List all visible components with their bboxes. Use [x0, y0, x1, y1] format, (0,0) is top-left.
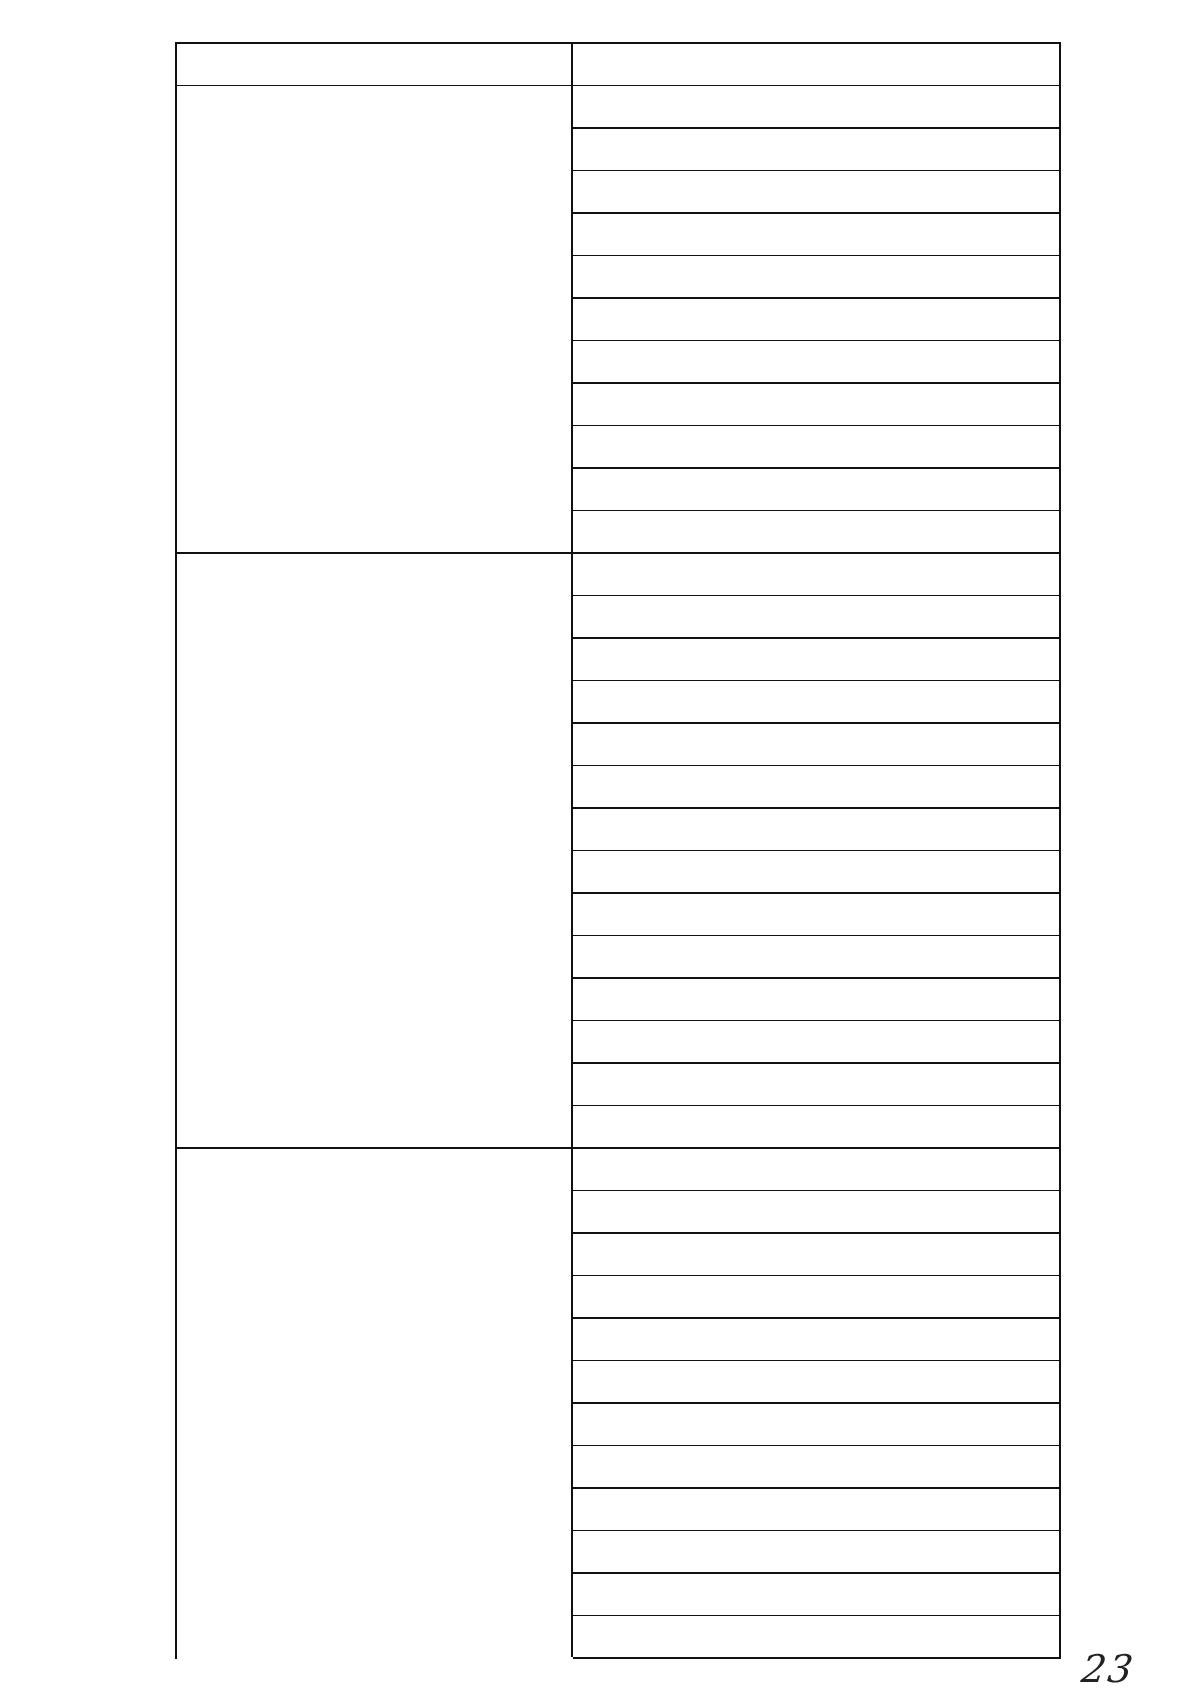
row-divider	[573, 637, 1061, 639]
row-divider	[573, 850, 1061, 852]
row-divider	[573, 977, 1061, 979]
table-top-border	[175, 42, 1061, 44]
row-divider	[573, 510, 1061, 512]
row-divider	[573, 340, 1061, 342]
row-divider	[573, 425, 1061, 427]
row-divider	[573, 552, 1061, 554]
row-divider	[573, 467, 1061, 469]
row-divider	[573, 1402, 1061, 1404]
row-divider	[573, 722, 1061, 724]
row-divider	[573, 1062, 1061, 1064]
row-divider	[573, 1572, 1061, 1574]
row-divider	[573, 212, 1061, 214]
row-divider	[573, 127, 1061, 129]
row-divider	[573, 1360, 1061, 1362]
row-divider	[573, 1530, 1061, 1532]
settlements-table	[175, 42, 1065, 1662]
row-divider	[573, 765, 1061, 767]
row-divider	[573, 892, 1061, 894]
row-divider	[573, 1147, 1061, 1149]
page-number: 23	[1078, 1647, 1138, 1691]
row-divider	[573, 297, 1061, 299]
row-divider	[573, 1020, 1061, 1022]
row-divider	[573, 1615, 1061, 1617]
row-divider	[573, 1657, 1061, 1659]
row-divider	[573, 382, 1061, 384]
row-divider	[573, 935, 1061, 937]
row-divider	[573, 255, 1061, 257]
row-divider	[573, 595, 1061, 597]
group-divider	[175, 1147, 571, 1149]
row-divider	[573, 1275, 1061, 1277]
row-divider	[573, 1445, 1061, 1447]
row-divider	[573, 680, 1061, 682]
row-divider	[573, 1487, 1061, 1489]
row-divider	[573, 807, 1061, 809]
group-divider	[175, 85, 571, 87]
group-divider	[175, 552, 571, 554]
right-border	[1059, 42, 1061, 1657]
row-divider	[573, 170, 1061, 172]
left-border	[175, 42, 177, 1659]
row-divider	[573, 1317, 1061, 1319]
row-divider	[573, 1105, 1061, 1107]
row-divider	[573, 85, 1061, 87]
row-divider	[573, 1232, 1061, 1234]
row-divider	[573, 1190, 1061, 1192]
column-divider	[571, 42, 573, 1657]
